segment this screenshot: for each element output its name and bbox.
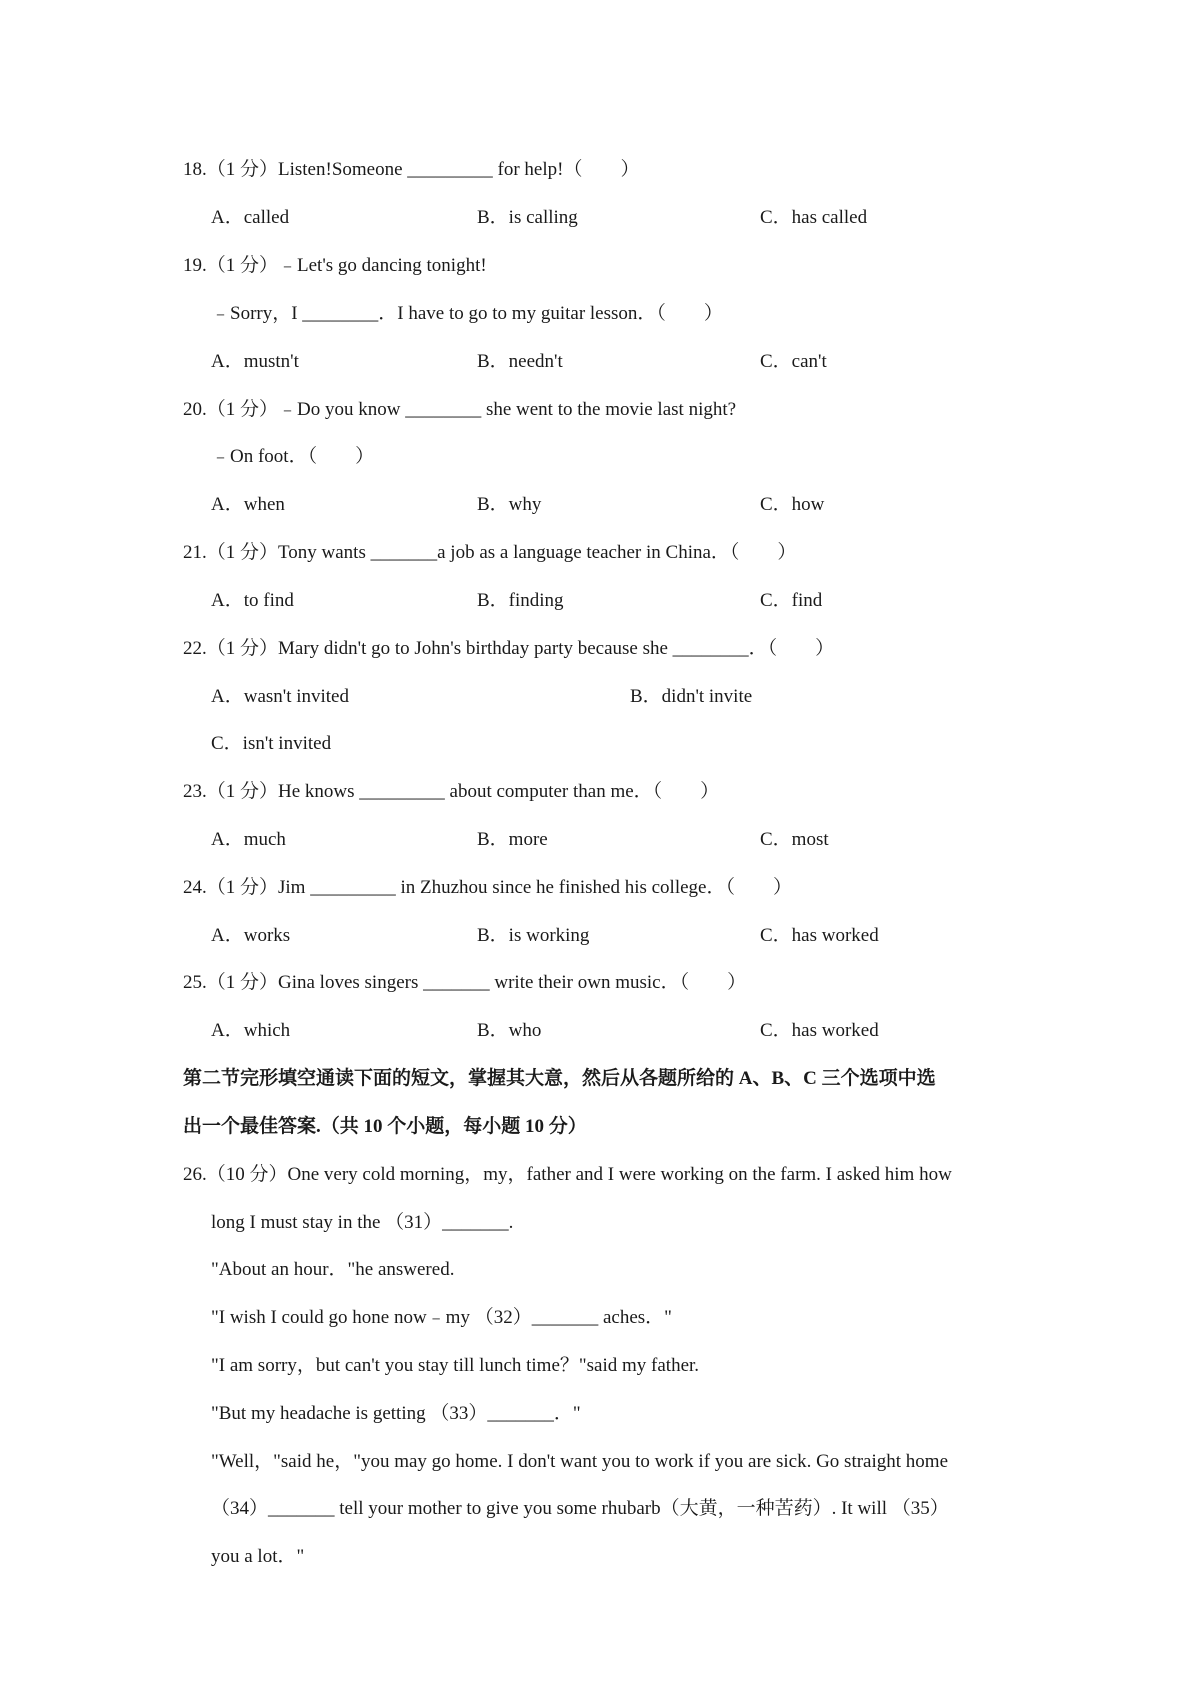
question-23-stem: 23.（1 分）He knows _________ about computer than me．（ ）: [183, 781, 720, 802]
section-heading-line2: 出一个最佳答案.（共 10 个小题，每小题 10 分）: [183, 1116, 587, 1137]
passage-line-3: "About an hour．"he answered.: [211, 1259, 455, 1280]
question-25-stem: 25.（1 分）Gina loves singers _______ write their own music．（ ）: [183, 972, 747, 993]
question-22-option-c: C．isn't invited: [211, 733, 332, 754]
question-22-option-a: A．wasn't invited: [211, 686, 349, 707]
question-18-option-a: A．called: [211, 207, 290, 228]
question-24-stem: 24.（1 分）Jim _________ in Zhuzhou since he finished his college．（ ）: [183, 877, 792, 898]
question-22-stem: 22.（1 分）Mary didn't go to John's birthday party because she ________．（ ）: [183, 638, 835, 659]
question-23-option-b: B．more: [477, 829, 548, 850]
question-19-line2: ﹣Sorry，I ________．I have to go to my guitar lesson．（ ）: [211, 303, 723, 324]
question-19-option-b: B．needn't: [477, 351, 563, 372]
passage-line-9: you a lot．": [211, 1546, 305, 1567]
question-24-option-b: B．is working: [477, 925, 590, 946]
question-20-option-c: C．how: [760, 494, 825, 515]
question-20-stem: 20.（1 分）﹣Do you know ________ she went to the movie last night?: [183, 399, 737, 420]
passage-line-1: 26.（10 分）One very cold morning，my，father and I were working on the farm. I asked him how: [183, 1164, 952, 1185]
question-18-option-b: B．is calling: [477, 207, 578, 228]
question-25-option-c: C．has worked: [760, 1020, 879, 1041]
question-20-option-b: B．why: [477, 494, 542, 515]
question-19-stem: 19.（1 分）﹣Let's go dancing tonight!: [183, 255, 487, 276]
passage-line-2: long I must stay in the （31）_______.: [211, 1212, 514, 1233]
passage-line-8: （34）_______ tell your mother to give you some rhubarb（大黄，一种苦药）. It will （35）: [211, 1498, 949, 1519]
question-24-option-a: A．works: [211, 925, 291, 946]
question-24-option-c: C．has worked: [760, 925, 879, 946]
section-heading-line1: 第二节完形填空通读下面的短文，掌握其大意，然后从各题所给的 A、B、C 三个选项中选: [183, 1068, 936, 1089]
question-23-option-c: C．most: [760, 829, 829, 850]
question-19-option-c: C．can't: [760, 351, 827, 372]
question-21-option-a: A．to find: [211, 590, 294, 611]
question-20-line2: ﹣On foot．（ ）: [211, 446, 375, 467]
question-18-stem: 18.（1 分）Listen!Someone _________ for help!（ ）: [183, 159, 640, 180]
question-21-stem: 21.（1 分）Tony wants _______a job as a language teacher in China．（ ）: [183, 542, 797, 563]
question-19-option-a: A．mustn't: [211, 351, 299, 372]
passage-line-7: "Well，"said he，"you may go home. I don't want you to work if you are sick. Go straight home: [211, 1451, 949, 1472]
question-21-option-c: C．find: [760, 590, 823, 611]
question-22-option-b: B．didn't invite: [630, 686, 753, 707]
question-23-option-a: A．much: [211, 829, 286, 850]
question-25-option-b: B．who: [477, 1020, 542, 1041]
question-25-option-a: A．which: [211, 1020, 291, 1041]
question-21-option-b: B．finding: [477, 590, 564, 611]
question-20-option-a: A．when: [211, 494, 285, 515]
passage-line-4: "I wish I could go hone now﹣my （32）_______ aches．": [211, 1307, 672, 1328]
passage-line-6: "But my headache is getting （33）_______．": [211, 1403, 581, 1424]
question-18-option-c: C．has called: [760, 207, 868, 228]
passage-line-5: "I am sorry，but can't you stay till lunch time？"said my father.: [211, 1355, 700, 1376]
